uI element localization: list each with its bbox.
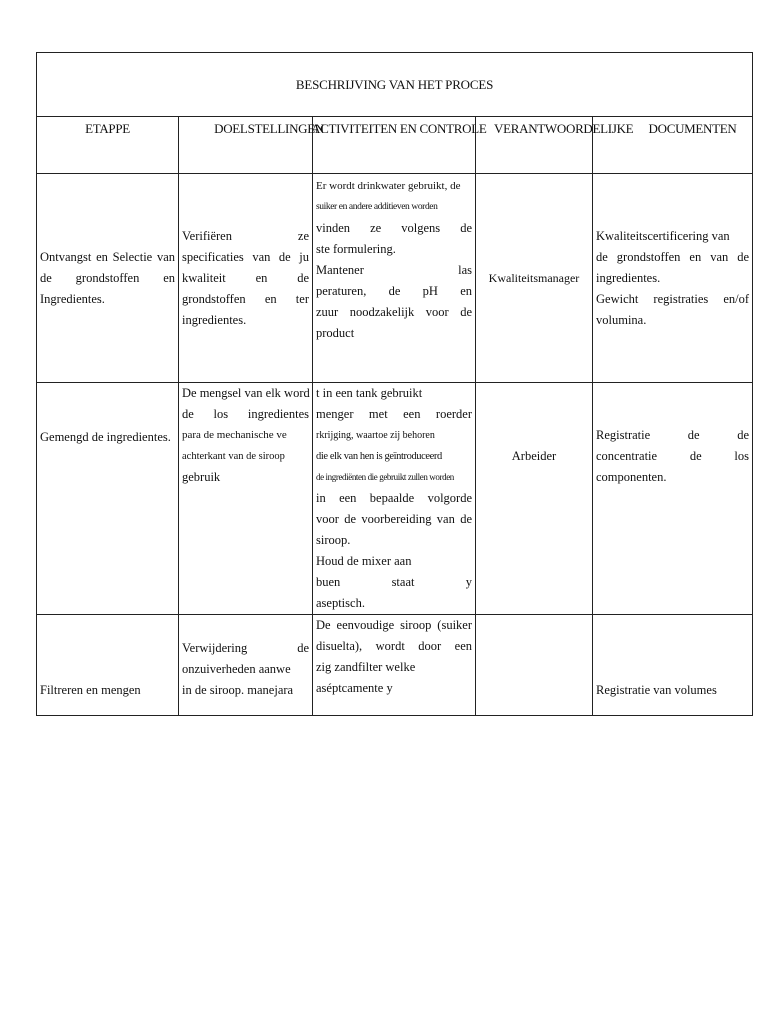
header-doelstellingen: DOELSTELLINGEN [179, 117, 313, 174]
cell-verantwoordelijke [476, 615, 593, 716]
cell-doelstellingen: De mengsel van elk word de los ingredientes para de mechanische ve achterkant van de siroop gebruik [179, 383, 313, 615]
process-table [36, 52, 753, 716]
cell-activiteiten: t in een tank gebruikt menger met een roerder rkrijging, waartoe zij behoren die elk van hen is geïntroduceerd de ingrediënten die gebruikt zullen worden in een bepaalde volgorde voor de voorbereiding van de siroop. Houd de mixer aan buen staat y aseptisch. [313, 383, 476, 615]
cell-etappe: Filtreren en mengen [37, 615, 179, 716]
table-row [37, 383, 753, 615]
table-row [37, 615, 753, 716]
table-row [37, 174, 753, 383]
cell-doelstellingen: Verifiëren ze specificaties van de ju kwaliteit en de grondstoffen en ter ingredientes. [179, 174, 313, 383]
cell-documenten: Kwaliteitscertificering van de grondstoffen en van de ingredientes. Gewicht registraties en/of volumina. [593, 174, 753, 383]
cell-etappe: Ontvangst en Selectie van de grondstoffen en Ingredientes. [37, 174, 179, 383]
table-title: BESCHRIJVING VAN HET PROCES [37, 53, 753, 117]
cell-doelstellingen: Verwijdering de onzuiverheden aanwe in de siroop. manejara [179, 615, 313, 716]
header-activiteiten: ACTIVITEITEN EN CONTROLE [313, 117, 476, 174]
cell-verantwoordelijke: Arbeider [476, 383, 593, 615]
cell-documenten: Registratie van volumes [593, 615, 753, 716]
header-etappe: ETAPPE [37, 117, 179, 174]
cell-activiteiten: De eenvoudige siroop (suiker disuelta), wordt door een zig zandfilter welke aséptcamente y [313, 615, 476, 716]
cell-activiteiten: Er wordt drinkwater gebruikt, de suiker en andere additieven worden vinden ze volgens de ste formulering. Mantener las peraturen, de pH en zuur noodzakelijk voor de product [313, 174, 476, 383]
header-documenten: DOCUMENTEN [593, 117, 753, 174]
cell-documenten: Registratie de de concentratie de los componenten. [593, 383, 753, 615]
cell-verantwoordelijke: Kwaliteitsmanager [476, 174, 593, 383]
cell-etappe: Gemengd de ingredientes. [37, 383, 179, 615]
header-verantwoordelijke: VERANTWOORDELIJKE [476, 117, 593, 174]
table-header-row [37, 117, 753, 174]
